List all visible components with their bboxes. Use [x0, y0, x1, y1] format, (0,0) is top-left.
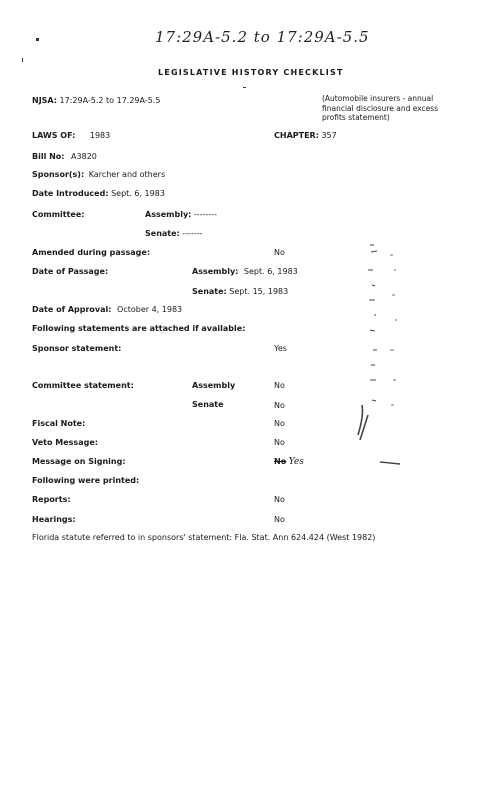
margin-dot-icon — [36, 38, 39, 41]
date-of-approval-value: October 4, 1983 — [117, 305, 183, 314]
committee-statement-assembly-value: No — [274, 381, 285, 390]
chapter-value: 357 — [321, 131, 337, 140]
sponsor-statement-value: Yes — [274, 344, 287, 353]
committee-senate-value: ------- — [182, 229, 203, 238]
bill-no-row — [32, 152, 97, 162]
fiscal-note-value: No — [274, 419, 285, 428]
njsa-row — [32, 96, 160, 106]
date-introduced-label: Date Introduced: — [32, 189, 109, 198]
stamp-remnant-icon — [350, 240, 420, 470]
hearings-value: No — [274, 515, 285, 524]
handwritten-header: 17:29A-5.2 to 17:29A-5.5 — [155, 28, 370, 46]
laws-of-value: 1983 — [89, 131, 111, 140]
small-dash-icon — [243, 87, 246, 88]
committee-label: Committee: — [32, 210, 85, 219]
committee-statement-senate-value: No — [274, 401, 285, 410]
veto-message-label: Veto Message: — [32, 438, 98, 447]
committee-senate-label: Senate: — [145, 229, 180, 238]
printed-heading: Following were printed: — [32, 476, 140, 485]
attached-heading: Following statements are attached if available: — [32, 324, 246, 333]
committee-statement-assembly-label: Assembly — [192, 381, 236, 390]
date-of-approval-row — [32, 305, 182, 315]
passage-assembly-row — [192, 267, 298, 277]
bill-no-value: A3820 — [71, 152, 97, 161]
sponsors-row — [32, 170, 165, 180]
footer-note: Florida statute referred to in sponsors' statement: Fla. Stat. Ann 624.424 (West 1982) — [32, 533, 376, 542]
passage-senate-label: Senate: — [192, 287, 227, 296]
message-on-signing-value — [274, 457, 304, 467]
laws-of-row — [32, 131, 110, 141]
sponsors-value: Karcher and others — [88, 170, 166, 179]
passage-senate-row — [192, 287, 288, 297]
bill-no-label: Bill No: — [32, 152, 65, 161]
committee-assembly-label: Assembly: — [145, 210, 192, 219]
hearings-label: Hearings: — [32, 515, 76, 524]
passage-senate-value: Sept. 15, 1983 — [229, 287, 289, 296]
passage-assembly-value: Sept. 6, 1983 — [243, 267, 298, 276]
message-on-signing-struck: No — [274, 457, 287, 466]
committee-assembly-value: -------- — [193, 210, 217, 219]
laws-of-label: LAWS OF: — [32, 131, 76, 140]
committee-assembly-row — [145, 210, 217, 220]
reports-value: No — [274, 495, 285, 504]
njsa-value: 17:29A-5.2 to 17.29A-5.5 — [59, 96, 161, 105]
chapter-label: CHAPTER: — [274, 131, 319, 140]
message-on-signing-handwritten: Yes — [288, 457, 304, 467]
committee-statement-senate-label: Senate — [192, 400, 224, 409]
chapter-row — [274, 131, 337, 141]
sponsors-label: Sponsor(s): — [32, 170, 85, 179]
sponsor-statement-label: Sponsor statement: — [32, 344, 122, 353]
message-on-signing-label: Message on Signing: — [32, 457, 126, 466]
date-of-approval-label: Date of Approval: — [32, 305, 112, 314]
page-title: LEGISLATIVE HISTORY CHECKLIST — [158, 68, 344, 77]
njsa-label: NJSA: — [32, 96, 57, 105]
passage-assembly-label: Assembly: — [192, 267, 239, 276]
fiscal-note-label: Fiscal Note: — [32, 419, 86, 428]
committee-statement-label: Committee statement: — [32, 381, 134, 390]
veto-message-value: No — [274, 438, 285, 447]
reports-label: Reports: — [32, 495, 71, 504]
amended-label: Amended during passage: — [32, 248, 151, 257]
date-of-passage-label: Date of Passage: — [32, 267, 109, 276]
committee-senate-row — [145, 229, 203, 239]
amended-value: No — [274, 248, 285, 257]
margin-tick-icon — [22, 58, 23, 62]
date-introduced-row — [32, 189, 165, 199]
date-introduced-value: Sept. 6, 1983 — [111, 189, 165, 198]
subject-note: (Automobile insurers - annual financial disclosure and excess profits statement) — [322, 94, 439, 122]
